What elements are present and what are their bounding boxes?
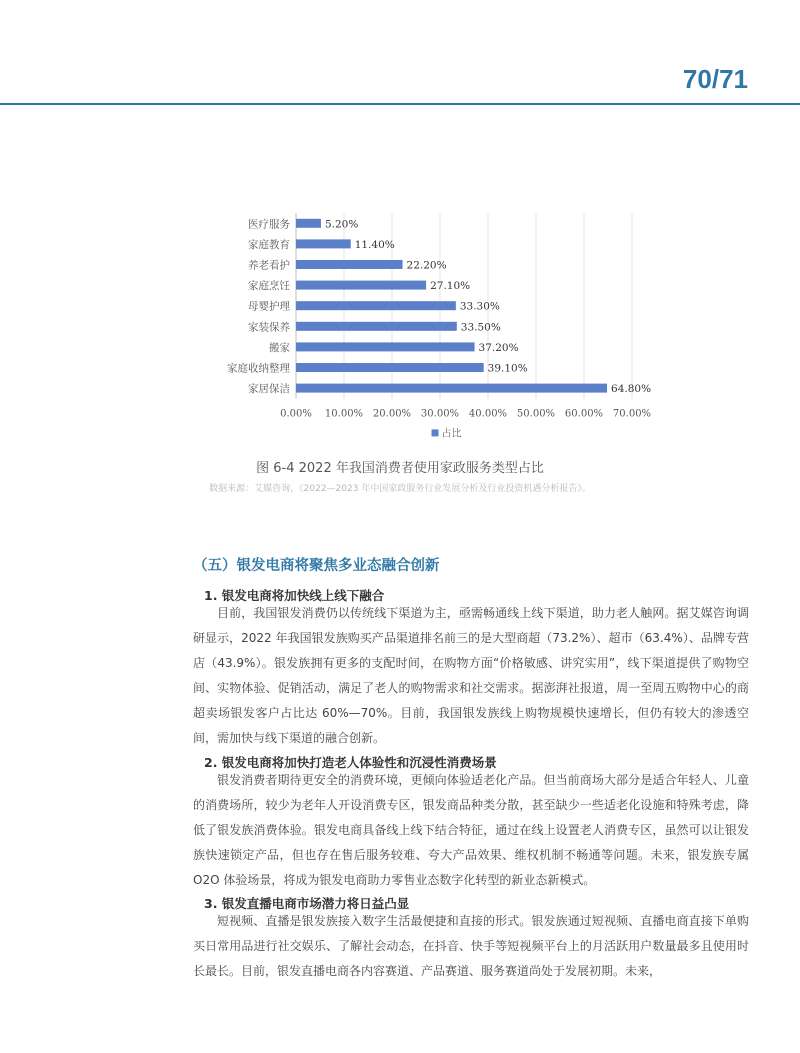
bar [296, 363, 484, 372]
bar [296, 281, 426, 290]
subsection-3-title: 3. 银发直播电商市场潜力将日益凸显 [204, 896, 410, 911]
x-tick-label: 30.00% [420, 408, 460, 420]
data-label: 27.10% [430, 280, 471, 293]
figure-caption: 图 6-4 2022 年我国消费者使用家政服务类型占比 [256, 461, 544, 476]
bar [296, 384, 607, 393]
data-label: 33.30% [459, 300, 500, 313]
category-label: 养老看护 [248, 259, 290, 272]
data-label: 33.50% [460, 321, 501, 334]
subsection-1-title: 1. 银发电商将加快线上线下融合 [204, 588, 385, 603]
page-number: 70/71 [682, 64, 748, 94]
bar [296, 219, 321, 228]
bar-chart [200, 205, 652, 450]
subsection-3-body: 短视频、直播是银发族接入数字生活最便捷和直接的形式。银发族通过短视频、直播电商直接下单购买日常用品进行社交娱乐、了解社会动态，在抖音、快手等短视频平台上的月活跃用户数量最多且使用时长最长。目前，银发直播电商各内容赛道、产品赛道、服务赛道尚处于发展初期。未来， [193, 914, 749, 978]
category-label: 家庭烹饪 [248, 280, 290, 293]
x-tick-label: 60.00% [564, 408, 604, 420]
data-label: 64.80% [611, 383, 652, 396]
legend-swatch [432, 429, 439, 436]
data-label: 37.20% [478, 341, 519, 354]
subsection-1-body: 目前，我国银发消费仍以传统线下渠道为主，亟需畅通线上线下渠道，助力老人触网。据艾媒咨询调研显示，2022 年我国银发族购买产品渠道排名前三的是大型商超（73.2%）、超市（63.4%）、品牌专营店（43.9%）。银发族拥有更多的支配时间，在购物方面“价格敏感、讲究实用”，线下渠道提供了购物空间、实物体验、促销活动，满足了老人的购物需求和社交需求。据澎湃社报道，周一至周五购物中心的商超卖场银发客户占比达 60%—70%。目前，我国银发族线上购物规模快速增长，但仍有较大的渗透空间，需加快与线下渠道的融合创新。 [193, 606, 749, 745]
category-label: 医疗服务 [248, 218, 290, 231]
category-label: 家庭收纳整理 [227, 362, 290, 375]
x-tick-label: 70.00% [612, 408, 652, 420]
bar [296, 239, 351, 248]
section-heading: （五）银发电商将聚焦多业态融合创新 [193, 558, 440, 574]
category-label: 搬家 [269, 341, 290, 354]
x-tick-label: 40.00% [468, 408, 508, 420]
figure-source: 数据来源：艾媒咨询，《2022—2023 年中国家政服务行业发展分析及行业投资机遇分析报告》。 [209, 484, 591, 494]
subsection-2-title: 2. 银发电商将加快打造老人体验性和沉浸性消费场景 [204, 755, 497, 770]
x-tick-label: 0.00% [280, 408, 312, 420]
bar [296, 322, 457, 331]
data-label: 11.40% [354, 238, 395, 251]
data-label: 5.20% [324, 218, 359, 231]
x-tick-label: 20.00% [372, 408, 412, 420]
bar [296, 342, 475, 351]
data-label: 39.10% [487, 362, 528, 375]
category-label: 家庭教育 [248, 238, 290, 251]
x-tick-label: 50.00% [516, 408, 556, 420]
header-rule [0, 103, 800, 105]
x-tick-label: 10.00% [324, 408, 364, 420]
legend-label: 占比 [441, 428, 462, 440]
category-label: 家居保洁 [248, 383, 290, 396]
bar [296, 260, 403, 269]
category-label: 家装保养 [248, 321, 290, 334]
data-label: 22.20% [406, 259, 447, 272]
bar [296, 301, 456, 310]
subsection-2-body: 银发消费者期待更安全的消费环境，更倾向体验适老化产品。但当前商场大部分是适合年轻人、儿童的消费场所，较少为老年人开设消费专区，银发商品种类分散，甚至缺少一些适老化设施和特殊考虑，降低了银发族消费体验。银发电商具备线上线下结合特征，通过在线上设置老人消费专区，虽然可以让银发族快速锁定产品，但也存在售后服务较难、夸大产品效果、维权机制不畅通等问题。未来，银发族专属 O2O 体验场景，将成为银发电商助力零售业态数字化转型的新业态新模式。 [193, 773, 749, 887]
category-label: 母婴护理 [248, 300, 290, 313]
